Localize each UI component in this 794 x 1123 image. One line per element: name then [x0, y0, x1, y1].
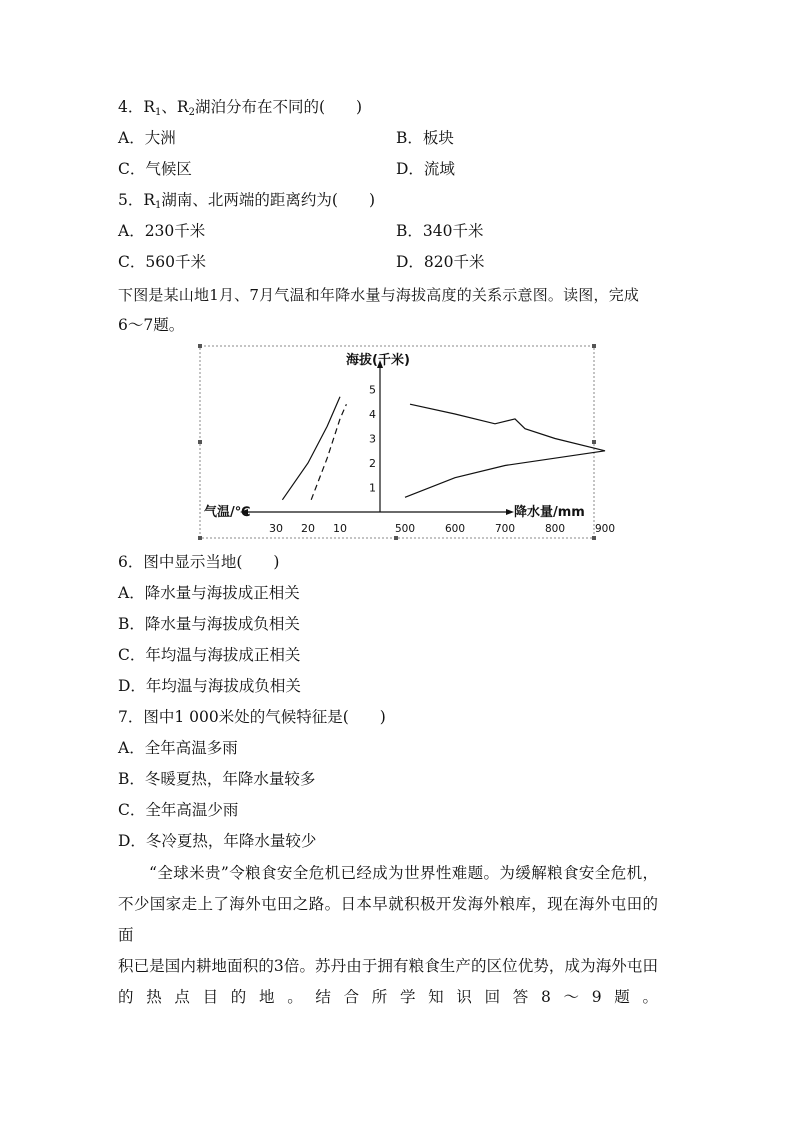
y-axis-label: 海拔(千米): [346, 353, 410, 368]
handle-br: [592, 536, 596, 540]
y-tick-5: 5: [369, 383, 376, 397]
q4-option-b[interactable]: B．板块: [396, 129, 454, 147]
temp-tick-30: 30: [269, 522, 283, 535]
q7-option-b[interactable]: B．冬暖夏热，年降水量较多: [118, 770, 316, 788]
passage-line-1: “全球米贵”令粮食安全危机已经成为世界性难题。为缓解粮食安全危机，: [149, 864, 658, 882]
q4-tail: 湖泊分布在不同的( ): [194, 98, 363, 116]
y-tick-2: 2: [369, 457, 376, 470]
handle-tr: [592, 344, 596, 348]
x-axis-right-arrow: [506, 509, 514, 515]
q7-option-a[interactable]: A．全年高温多雨: [118, 739, 238, 757]
q4-number: 4．R: [118, 98, 156, 116]
q5-sub1: 1: [155, 200, 162, 211]
series-july-temperature: [282, 397, 340, 500]
q6-option-c[interactable]: C．年均温与海拔成正相关: [118, 646, 301, 664]
passage: [118, 858, 658, 1013]
q5-number: 5．R: [118, 191, 156, 209]
q5-option-d[interactable]: D．820千米: [396, 253, 485, 271]
q6-option-b[interactable]: B．降水量与海拔成负相关: [118, 615, 300, 633]
q7-stem: 7．图中1 000米处的气候特征是( ): [118, 708, 386, 726]
q6-option-a[interactable]: A．降水量与海拔成正相关: [118, 584, 300, 602]
q6-stem: 6．图中显示当地( ): [118, 553, 280, 571]
figure-svg: [198, 344, 616, 540]
precip-tick-500: 500: [394, 523, 416, 535]
x-axis-label-right: 降水量/mm: [514, 505, 585, 520]
passage-line-3: 积已是国内耕地面积的3倍。苏丹由于拥有粮食生产的区位优势，成为海外屯田: [118, 957, 658, 975]
temp-tick-20: 20: [301, 522, 315, 535]
y-ticks: [369, 384, 376, 495]
precip-tick-700: 700: [494, 523, 516, 535]
handle-mr: [592, 440, 596, 444]
x-axis-label-left: 气温/℃: [204, 505, 251, 520]
series-january-temperature: [311, 404, 346, 500]
handle-bl: [198, 536, 202, 540]
q4-sub2: 2: [188, 107, 195, 118]
q4-mid: 、R: [161, 98, 189, 116]
temp-tick-10: 10: [333, 522, 347, 535]
handle-ml: [198, 440, 202, 444]
q7-option-d[interactable]: D．冬冷夏热，年降水量较少: [118, 832, 317, 850]
q4-option-a[interactable]: A．大洲: [118, 129, 176, 147]
handle-tl: [198, 344, 202, 348]
intro-line-2: 6～7题。: [118, 316, 185, 334]
q4-option-d[interactable]: D．流域: [396, 160, 455, 178]
q4-sub1: 1: [155, 107, 162, 118]
q5-option-c[interactable]: C．560千米: [118, 253, 206, 271]
handle-bm: [394, 536, 398, 540]
precip-tick-600: 600: [444, 523, 466, 535]
q5-tail: 湖南、北两端的距离约为( ): [161, 191, 376, 209]
q7-option-c[interactable]: C．全年高温少雨: [118, 801, 239, 819]
q4-stem: [118, 97, 362, 123]
q5-option-b[interactable]: B．340千米: [396, 222, 484, 240]
y-tick-4: 4: [369, 408, 376, 421]
y-tick-1: 1: [369, 481, 376, 495]
precip-tick-900: 900: [594, 523, 616, 535]
q5-option-a[interactable]: A．230千米: [118, 222, 206, 240]
q6-option-d[interactable]: D．年均温与海拔成负相关: [118, 677, 301, 695]
passage-line-4: 的热点目的地。结合所学知识回答8～9题。: [118, 988, 658, 1006]
intro-line-1: 下图是某山地1月、7月气温和年降水量与海拔高度的关系示意图。读图，完成: [118, 286, 640, 304]
y-tick-3: 3: [369, 432, 376, 446]
q4-option-c[interactable]: C．气候区: [118, 160, 192, 178]
q5-stem: [118, 190, 375, 216]
passage-line-2: 不少国家走上了海外屯田之路。日本早就积极开发海外粮库，现在海外屯田的面: [118, 895, 658, 944]
precip-tick-800: 800: [544, 523, 566, 535]
climate-altitude-figure: [198, 344, 616, 540]
series-annual-precipitation: [405, 404, 605, 497]
